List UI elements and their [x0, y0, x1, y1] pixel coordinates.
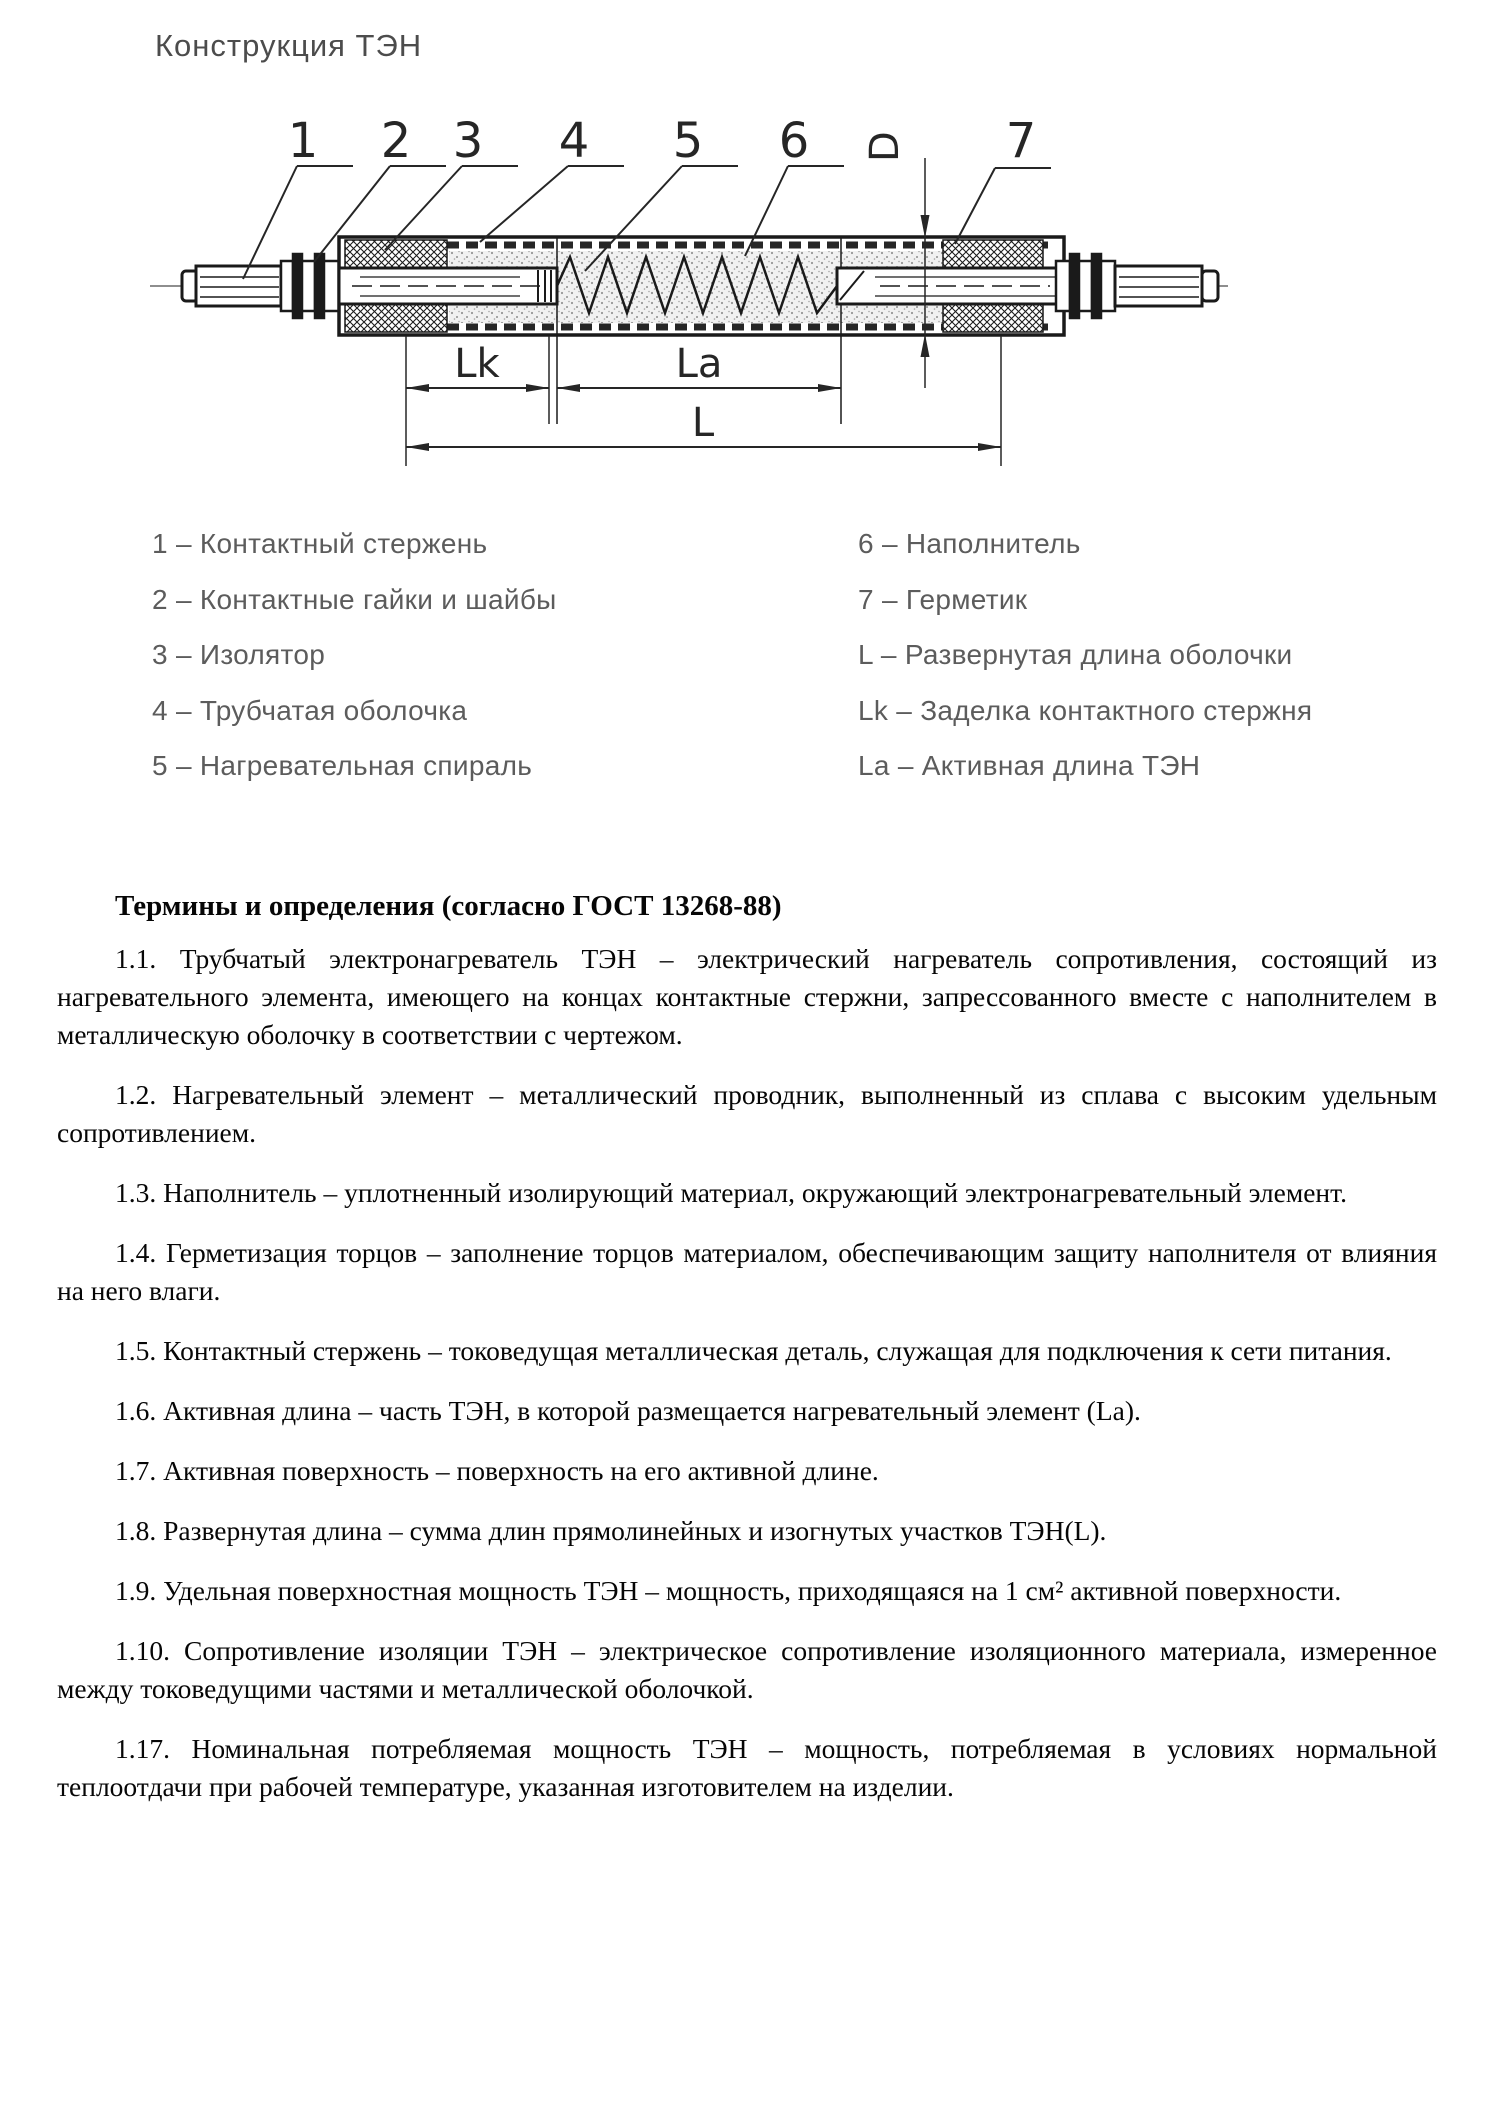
svg-text:3: 3	[452, 113, 484, 169]
svg-text:Lk: Lk	[454, 341, 500, 387]
right-inner-rod	[837, 268, 1064, 304]
legend-item: 6 – Наполнитель	[858, 528, 1081, 559]
terms-section	[57, 888, 1437, 1828]
legend-right-column	[858, 528, 1312, 806]
callout-6	[745, 113, 844, 256]
callout-7	[955, 113, 1051, 244]
arrow-left-icon	[557, 384, 580, 392]
legend-item: 1 – Контактный стержень	[152, 528, 488, 559]
svg-text:5: 5	[672, 113, 704, 169]
term-paragraph-1-1: 1.1. Трубчатый электронагреватель ТЭН – электрический нагреватель сопротивления, состоящий из нагревательного элемента, имеющего на концах контактные стержни, запрессованного вместе с наполнителем в металлическую оболочку в соответствии с чертежом.	[57, 943, 1437, 1050]
arrow-up-icon	[921, 334, 930, 357]
term-paragraph-1-4: 1.4. Герметизация торцов – заполнение торцов материалом, обеспечивающим защиту наполнителя от влияния на него влаги.	[57, 1237, 1437, 1306]
svg-text:2: 2	[380, 113, 412, 169]
legend-item: Lk – Заделка контактного стержня	[858, 694, 1313, 726]
legend-item: 7 – Герметик	[858, 583, 1028, 615]
legend-item: L – Развернутая длина оболочки	[858, 639, 1293, 670]
svg-text:L: L	[691, 400, 715, 446]
legend-item: 5 – Нагревательная спираль	[152, 750, 533, 781]
arrow-down-icon	[921, 215, 930, 238]
arrow-right-icon	[526, 384, 549, 392]
left-contact-rod	[196, 266, 281, 306]
term-paragraph-1-6: 1.6. Активная длина – часть ТЭН, в которой размещается нагревательный элемент (La).	[115, 1395, 1141, 1426]
svg-text:6: 6	[778, 113, 810, 169]
right-contact-rod	[1115, 266, 1202, 306]
section-heading: Термины и определения (согласно ГОСТ 13268-88)	[115, 890, 782, 922]
callout-4	[480, 113, 624, 242]
right-nuts-washers	[1056, 254, 1115, 318]
left-inner-rod	[339, 268, 557, 304]
legend-item: La – Активная длина ТЭН	[858, 750, 1201, 781]
dimension-la	[557, 341, 841, 392]
legend-item: 3 – Изолятор	[152, 639, 326, 670]
right-rod-cap	[1202, 271, 1218, 301]
svg-text:D: D	[862, 131, 908, 162]
arrow-right-icon	[978, 443, 1001, 451]
term-paragraph-1-8: 1.8. Развернутая длина – сумма длин прямолинейных и изогнутых участков ТЭН(L).	[115, 1515, 1107, 1546]
heater-body	[182, 237, 1218, 424]
arrow-left-icon	[406, 443, 429, 451]
term-paragraph-1-2: 1.2. Нагревательный элемент – металлический проводник, выполненный из сплава с высоким удельным сопротивлением.	[57, 1079, 1437, 1148]
page-title: Конструкция ТЭН	[155, 28, 423, 63]
term-paragraph-1-17: 1.17. Номинальная потребляемая мощность ТЭН – мощность, потребляемая в условиях нормальной теплоотдачи при рабочей температуре, указанная изготовителем на изделии.	[57, 1733, 1437, 1802]
legend-left-column	[152, 528, 557, 806]
svg-text:1: 1	[287, 113, 319, 169]
legend-item: 2 – Контактные гайки и шайбы	[152, 583, 557, 615]
legend-item: 4 – Трубчатая оболочка	[152, 694, 468, 726]
arrow-left-icon	[406, 384, 429, 392]
svg-text:7: 7	[1005, 113, 1037, 169]
svg-text:4: 4	[558, 113, 590, 169]
term-paragraph-1-9: 1.9. Удельная поверхностная мощность ТЭН – мощность, приходящаяся на 1 см² активной поверхности.	[115, 1575, 1342, 1606]
ten-construction-diagram	[130, 85, 1260, 485]
arrow-right-icon	[818, 384, 841, 392]
term-paragraph-1-5: 1.5. Контактный стержень – токоведущая металлическая деталь, служащая для подключения к сети питания.	[115, 1335, 1392, 1366]
left-nuts-washers	[281, 254, 339, 318]
svg-text:La: La	[675, 341, 723, 387]
term-paragraph-1-7: 1.7. Активная поверхность – поверхность на его активной длине.	[115, 1455, 879, 1486]
term-paragraph-1-3: 1.3. Наполнитель – уплотненный изолирующий материал, окружающий электронагревательный элемент.	[115, 1177, 1347, 1208]
term-paragraph-1-10: 1.10. Сопротивление изоляции ТЭН – электрическое сопротивление изоляционного материала, измеренное между токоведущими частями и металлической оболочкой.	[57, 1635, 1437, 1704]
